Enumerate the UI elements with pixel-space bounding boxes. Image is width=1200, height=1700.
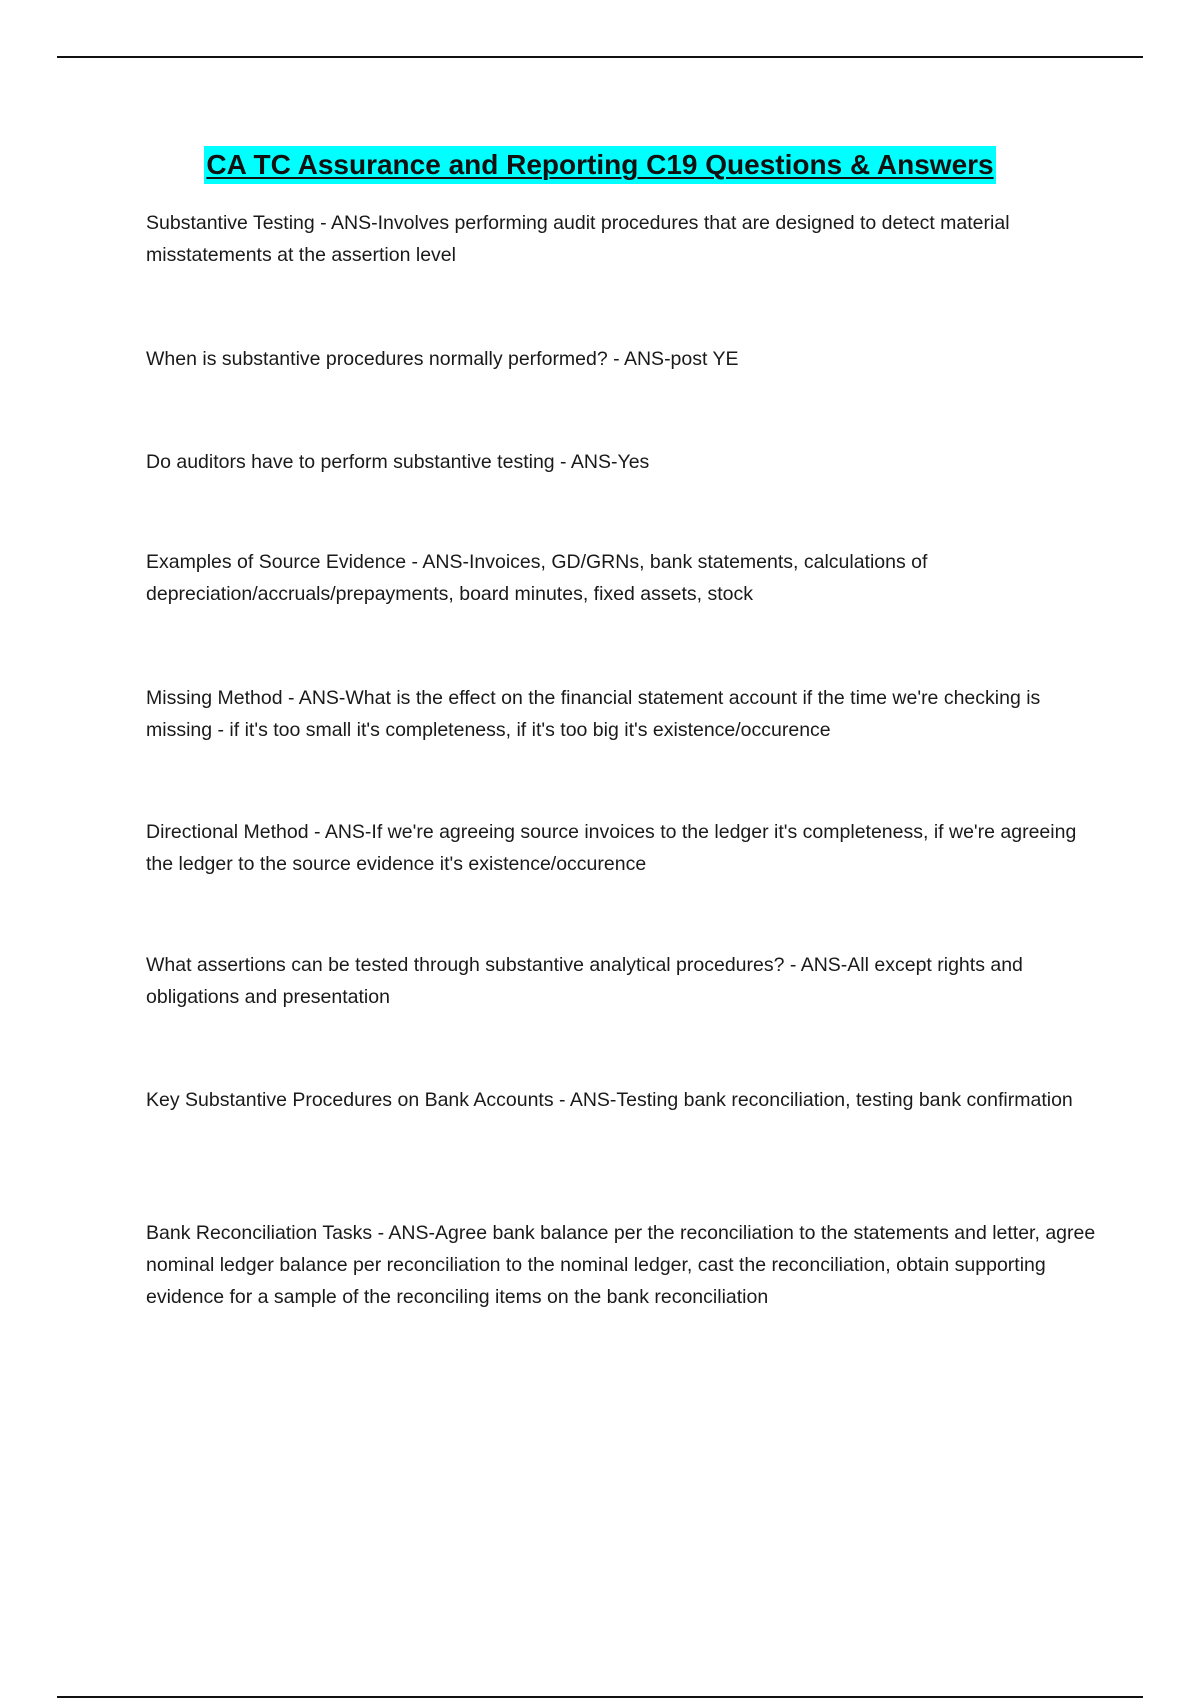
top-rule [57,56,1143,58]
title-container [0,146,1200,184]
qa-item-must-perform: Do auditors have to perform substantive testing - ANS-Yes [146,451,650,473]
document-title: CA TC Assurance and Reporting C19 Questions & Answers [204,146,995,184]
qa-item-directional-method: Directional Method - ANS-If we're agreeing source invoices to the ledger it's completeness, if we're agreeing the ledger to the source evidence it's existence/occurence [146,821,1077,875]
qa-item-analytical-assertions: What assertions can be tested through substantive analytical procedures? - ANS-All except rights and obligations and presentation [146,954,1023,1008]
qa-item-source-evidence: Examples of Source Evidence - ANS-Invoices, GD/GRNs, bank statements, calculations of depreciation/accruals/prepayments, board minutes, fixed assets, stock [146,551,928,605]
qa-item-missing-method: Missing Method - ANS-What is the effect on the financial statement account if the time we're checking is missing - if it's too small it's completeness, if it's too big it's existence/occurence [146,687,1041,741]
qa-item-substantive-testing: Substantive Testing - ANS-Involves performing audit procedures that are designed to detect material misstatements at the assertion level [146,212,1010,266]
bottom-rule [57,1696,1143,1698]
qa-item-bank-procedures: Key Substantive Procedures on Bank Accounts - ANS-Testing bank reconciliation, testing bank confirmation [146,1089,1073,1111]
qa-item-when-performed: When is substantive procedures normally performed? - ANS-post YE [146,348,739,370]
qa-item-bank-reconciliation: Bank Reconciliation Tasks - ANS-Agree bank balance per the reconciliation to the statements and letter, agree nominal ledger balance per reconciliation to the nominal ledger, cast the reconciliation, obtain supporting evidence for a sample of the reconciling items on the bank reconciliation [146,1222,1096,1308]
